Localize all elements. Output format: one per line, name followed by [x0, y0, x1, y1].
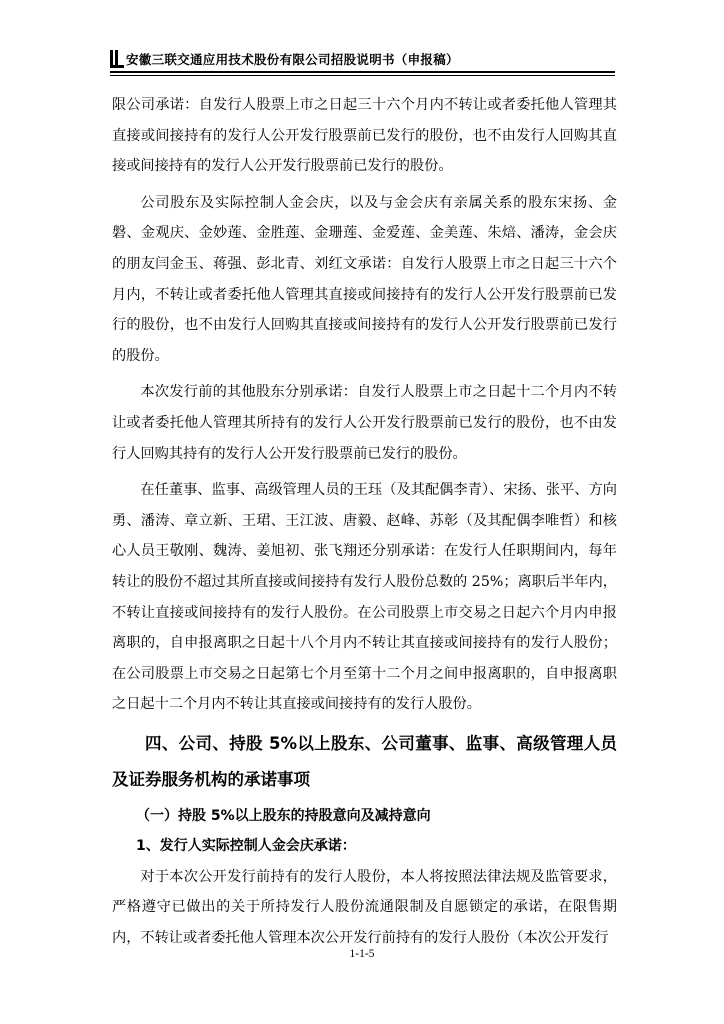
paragraph: 限公司承诺：自发行人股票上市之日起三十六个月内不转让或者委托他人管理其直接或间接持有的发行人公开发行股票前已发行的股份，也不由发行人回购其直接或间接持有的发行人公开发行股票前已发行的股份。	[112, 97, 617, 175]
page-header	[110, 48, 615, 78]
page-number: 1-1-5	[349, 948, 375, 960]
section-heading: 四、公司、持股 5%以上股东、公司董事、监事、高级管理人员及证券服务机构的承诺事项	[112, 733, 617, 789]
header-rule-thick	[110, 71, 615, 73]
header-title: 安徽三联交通应用技术股份有限公司招股说明书（申报稿）	[126, 52, 459, 67]
company-logo-icon	[110, 50, 124, 68]
paragraph: 本次发行前的其他股东分别承诺：自发行人股票上市之日起十二个月内不转让或者委托他人管理其所持有的发行人公开发行股票前已发行的股份，也不由发行人回购其持有的发行人公开发行股票前已发行的股份。	[112, 384, 617, 462]
subsection-heading: （一）持股 5%以上股东的持股意向及减持意向	[136, 807, 431, 824]
item-heading: 1、发行人实际控制人金会庆承诺：	[136, 837, 356, 854]
header-rule-thin	[110, 75, 615, 76]
paragraph: 在任董事、监事、高级管理人员的王珏（及其配偶李青）、宋扬、张平、方向勇、潘涛、章立新、王珺、王江波、唐毅、赵峰、苏彰（及其配偶李唯哲）和核心人员王敬刚、魏涛、姜旭初、张飞翔还分别承诺：在发行人任职期间内，每年转让的股份不超过其所直接或间接持有发行人股份总数的 25%；离职后半年内，不转让直接或间接持有的发行人股份。在公司股票上市交易之日起六个月内申报离职的，自申报离职之日起十八个月内不转让其直接或间接持有的发行人股份；在公司股票上市交易之日起第七个月至第十二个月之间申报离职的，自申报离职之日起十二个月内不转让其直接或间接持有的发行人股份。	[112, 482, 617, 713]
document-body	[112, 90, 617, 954]
paragraph: 公司股东及实际控制人金会庆，以及与金会庆有亲属关系的股东宋扬、金磐、金观庆、金妙莲、金胜莲、金珊莲、金爱莲、金美莲、朱焙、潘涛，金会庆的朋友闫金玉、蒋强、彭北青、刘红文承诺：自发行人股票上市之日起三十六个月内，不转让或者委托他人管理其直接或间接持有的发行人公开发行股票前已发行的股份，也不由发行人回购其直接或间接持有的发行人公开发行股票前已发行的股份。	[112, 194, 617, 364]
paragraph: 对于本次公开发行前持有的发行人股份，本人将按照法律法规及监管要求，严格遵守已做出的关于所持发行人股份流通限制及自愿锁定的承诺，在限售期内，不转让或者委托他人管理本次公开发行前持有的发行人股份（本次公开发行	[112, 868, 617, 947]
